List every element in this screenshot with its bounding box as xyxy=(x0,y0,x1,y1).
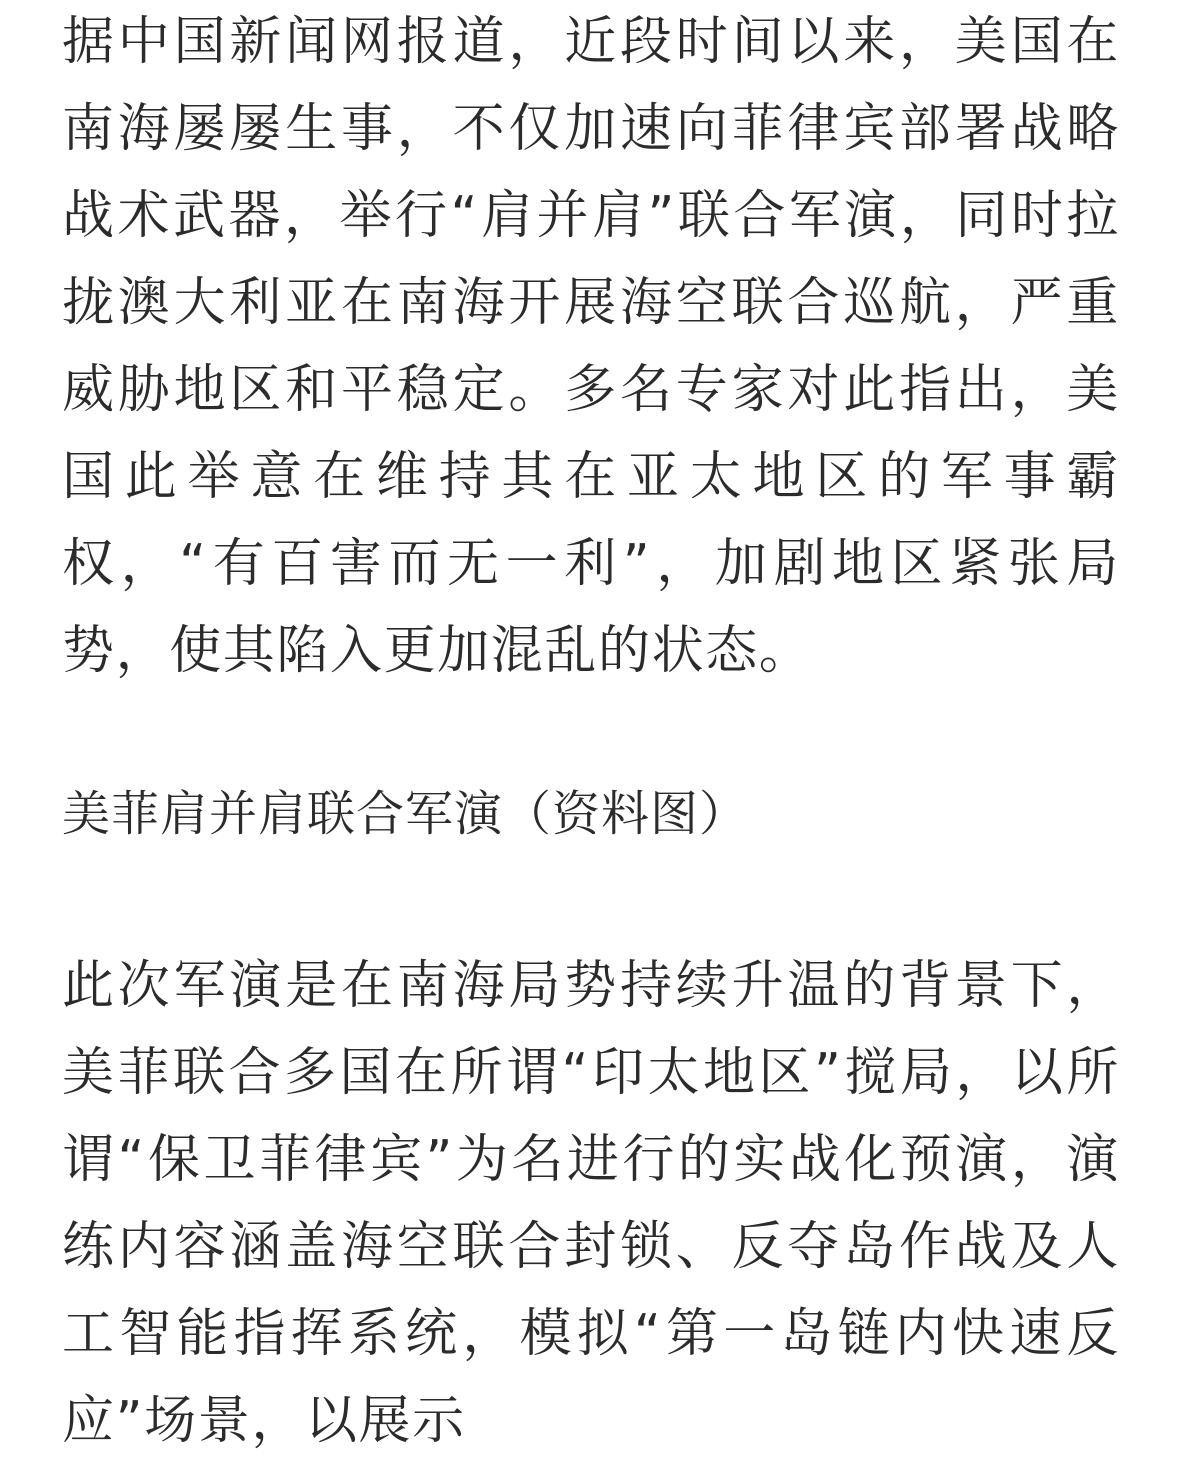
image-caption: 美菲肩并肩联合军演（资料图） xyxy=(62,786,749,842)
article-paragraph: 此次军演是在南海局势持续升温的背景下，美菲联合多国在所谓“印太地区”搅局，以所谓“保卫菲律宾”为名进行的实战化预演，演练内容涵盖海空联合封锁、反夺岛作战及人工智能指挥系统，模拟“第一岛链内快速反应”场景，以展示 xyxy=(62,956,1120,1451)
paragraph-spacer xyxy=(62,858,1120,943)
article-body xyxy=(62,0,1120,1465)
paragraph-spacer xyxy=(62,695,1120,771)
article-paragraph: 据中国新闻网报道，近段时间以来，美国在南海屡屡生事，不仅加速向菲律宾部署战略战术武器，举行“肩并肩”联合军演，同时拉拢澳大利亚在南海开展海空联合巡航，严重威胁地区和平稳定。多名专家对此指出，美国此举意在维持其在亚太地区的军事霸权，“有百害而无一利”，加剧地区紧张局势，使其陷入更加混乱的状态。 xyxy=(62,12,1120,681)
